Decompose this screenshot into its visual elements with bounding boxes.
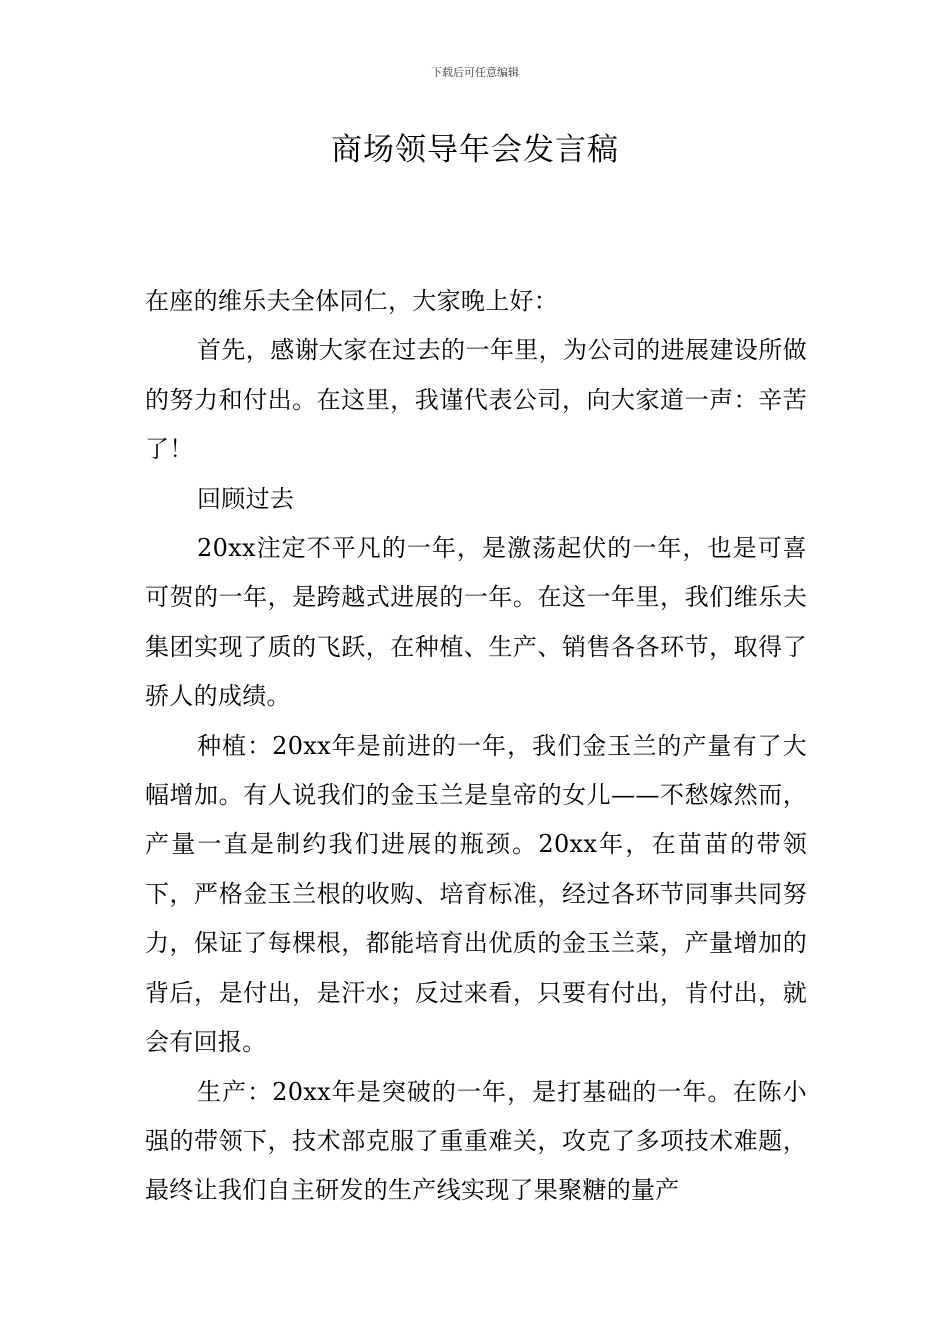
thanks-paragraph: 首先，感谢大家在过去的一年里，为公司的进展建设所做的努力和付出。在这里，我谨代表公司，向大家道一声：辛苦了！ [145,336,807,464]
document-body [145,277,807,1216]
production-paragraph: 生产：20xx年是突破的一年，是打基础的一年。在陈小强的带领下，技术部克服了重重难关，攻克了多项技术难题，最终让我们自主研发的生产线实现了果聚糖的量产 [145,1077,807,1205]
greeting-paragraph: 在座的维乐夫全体同仁，大家晚上好： [145,287,559,315]
section-heading-review: 回顾过去 [197,484,295,513]
header-note: 下载后可任意编辑 [431,66,519,79]
review-paragraph: 20xx注定不平凡的一年，是激荡起伏的一年，也是可喜可贺的一年，是跨越式进展的一年。在这一年里，我们维乐夫集团实现了质的飞跃，在种植、生产、销售各各环节，取得了骄人的成绩。 [145,534,807,711]
document-title: 商场领导年会发言稿 [331,132,619,168]
planting-paragraph: 种植：20xx年是前进的一年，我们金玉兰的产量有了大幅增加。有人说我们的金玉兰是皇帝的女儿——不愁嫁然而，产量一直是制约我们进展的瓶颈。20xx年，在苗苗的带领下，严格金玉兰根的收购、培育标准，经过各环节同事共同努力，保证了每棵根，都能培育出优质的金玉兰菜，产量增加的背后，是付出，是汗水；反过来看，只要有付出，肯付出，就会有回报。 [145,731,807,1057]
